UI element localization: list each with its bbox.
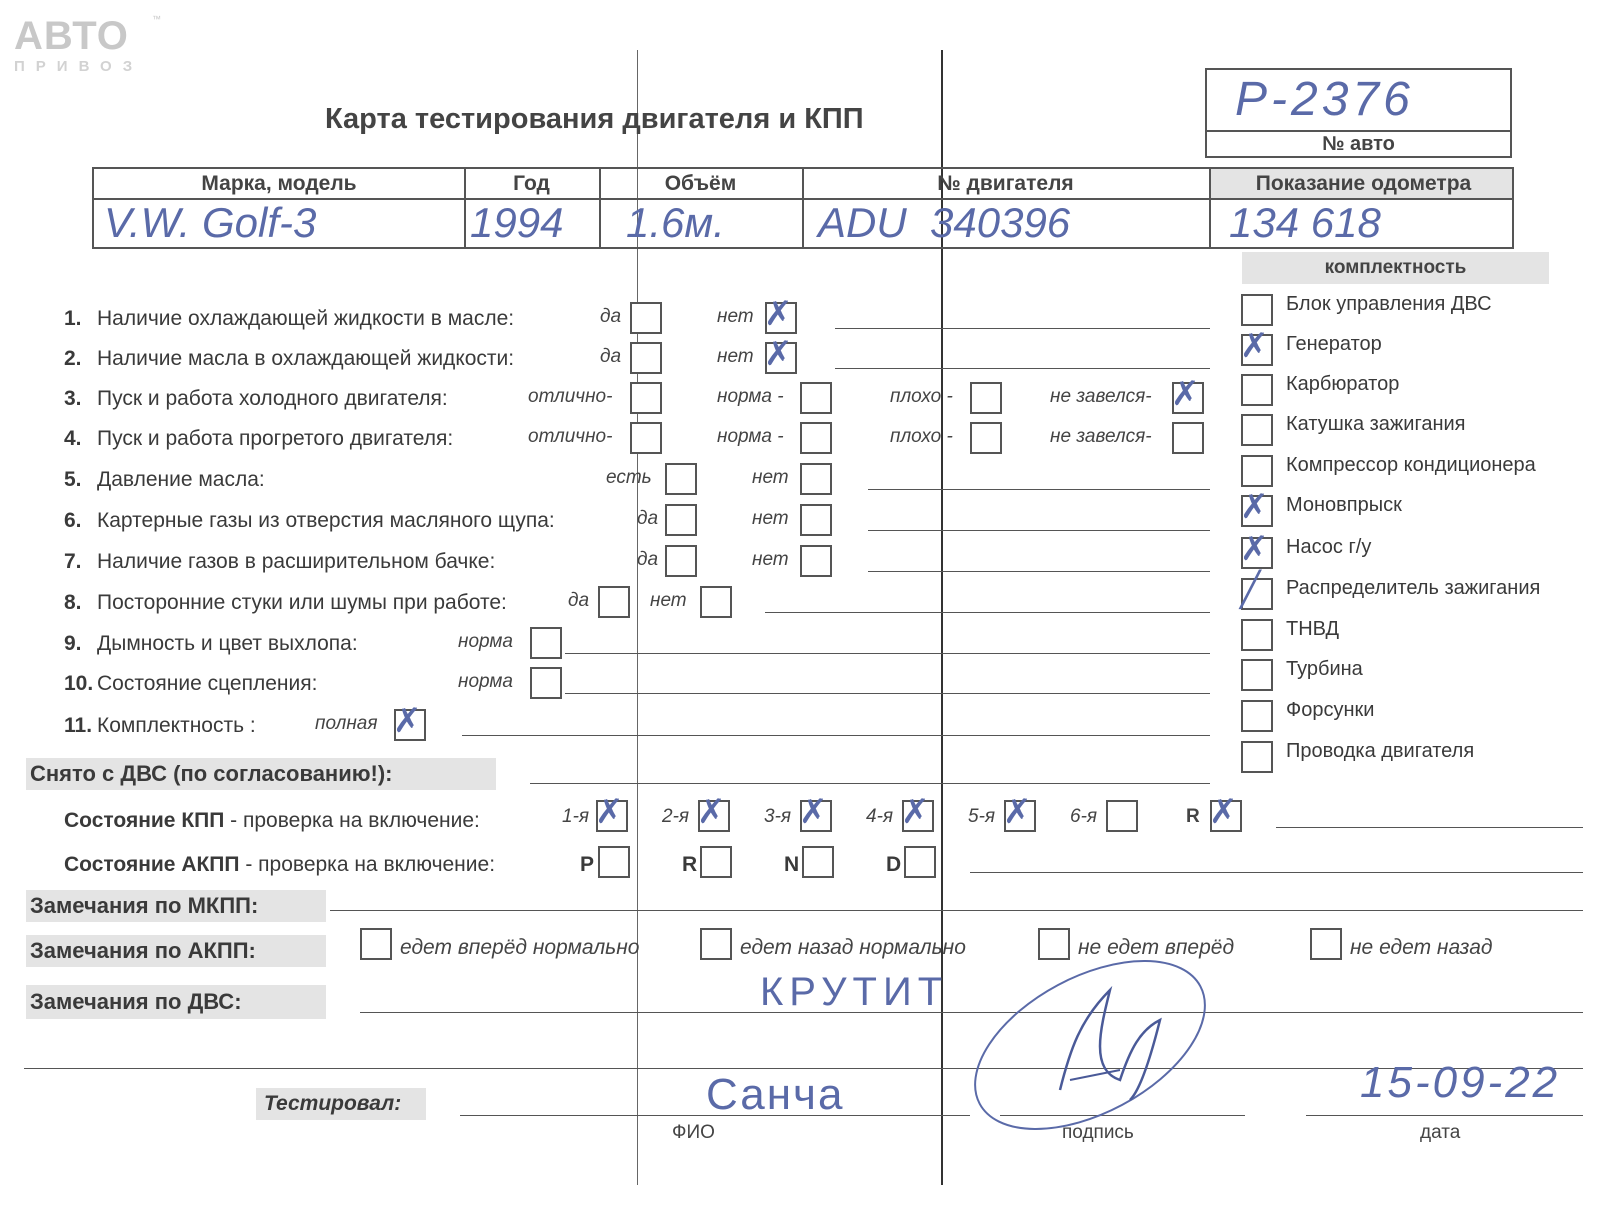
akpp-note-0-checkbox[interactable] <box>360 928 392 960</box>
question-11-number: 11. <box>64 714 93 737</box>
question-10-number: 10. <box>64 672 94 695</box>
date-line <box>1306 1115 1583 1116</box>
question-5-option-1: нет <box>752 467 789 488</box>
question-4-number: 4. <box>64 427 82 450</box>
komplekt-checkbox-0[interactable] <box>1241 294 1273 326</box>
page-title: Карта тестирования двигателя и КПП <box>325 103 864 135</box>
kpp-gear-3-label: 4-я <box>866 806 894 827</box>
tested-name: Санча <box>706 1070 845 1119</box>
value-year: 1994 <box>470 199 564 246</box>
kpp-label-rest: - проверка на включение: <box>224 809 480 832</box>
question-2-text: Наличие масла в охлаждающей жидкости: <box>97 347 515 370</box>
question-10-line <box>565 693 1210 694</box>
value-engine-number: ADU 340396 <box>818 199 1071 246</box>
kpp-gear-5-checkbox[interactable] <box>1106 800 1138 832</box>
question-8-option-1: нет <box>650 590 687 611</box>
question-7-checkbox-1[interactable] <box>800 545 832 577</box>
komplekt-label-9: Турбина <box>1286 658 1363 680</box>
kpp-gear-1-checkbox-mark: ✗ <box>697 792 726 832</box>
kpp-gear-6-label: R <box>1186 806 1200 827</box>
question-9-number: 9. <box>64 632 82 655</box>
komplekt-label-8: ТНВД <box>1286 618 1340 640</box>
question-5-checkbox-1[interactable] <box>800 463 832 495</box>
question-9-checkbox-0[interactable] <box>530 627 562 659</box>
value-odometer: 134 618 <box>1229 199 1381 246</box>
question-3-checkbox-0[interactable] <box>630 382 662 414</box>
question-1-text: Наличие охлаждающей жидкости в масле: <box>97 307 515 330</box>
separator-line <box>24 1068 1583 1069</box>
kpp-gear-4-checkbox-mark: ✗ <box>1003 792 1032 832</box>
kpp-gear-3-checkbox-mark: ✗ <box>901 792 930 832</box>
notes-dvs-value: КРУТИТ <box>760 970 949 1014</box>
kpp-line <box>1276 827 1583 828</box>
question-11-option-0: полная <box>315 713 378 734</box>
akpp-label-rest: - проверка на включение: <box>239 853 496 876</box>
tested-label: Тестировал: <box>264 1092 402 1115</box>
komplekt-label-6: Насос г/у <box>1286 536 1372 558</box>
question-1-number: 1. <box>64 307 82 330</box>
question-2-option-1: нет <box>717 346 754 367</box>
kpp-label-bold: Состояние КПП <box>64 809 225 832</box>
question-1-option-1: нет <box>717 306 754 327</box>
date-caption: дата <box>1420 1122 1461 1143</box>
komplekt-checkbox-1-mark: ✗ <box>1240 326 1269 366</box>
fio-caption: ФИО <box>672 1122 715 1143</box>
question-6-option-0: да <box>637 508 659 529</box>
question-2-option-0: да <box>600 346 622 367</box>
question-1-checkbox-1-mark: ✗ <box>764 294 793 334</box>
question-9-option-0: норма <box>458 631 513 652</box>
kpp-gear-6-checkbox-mark: ✗ <box>1209 792 1238 832</box>
komplekt-checkbox-10[interactable] <box>1241 700 1273 732</box>
value-volume: 1.6м. <box>626 199 725 246</box>
komplekt-checkbox-4[interactable] <box>1241 455 1273 487</box>
akpp-line <box>970 872 1583 873</box>
removed-label: Снято с ДВС (по согласованию!): <box>30 761 393 786</box>
akpp-mode-1-checkbox[interactable] <box>700 846 732 878</box>
question-4-option-0: отлично- <box>528 426 613 447</box>
question-5-option-0: есть <box>606 467 652 488</box>
header-volume: Объём <box>664 172 737 195</box>
akpp-mode-0-checkbox[interactable] <box>598 846 630 878</box>
vehicle-table <box>92 167 1514 249</box>
question-3-checkbox-2[interactable] <box>970 382 1002 414</box>
auto-number-value: P-2376 <box>1235 73 1414 126</box>
question-10-checkbox-0[interactable] <box>530 667 562 699</box>
komplekt-label-10: Форсунки <box>1286 699 1375 721</box>
komplekt-label-0: Блок управления ДВС <box>1286 293 1492 315</box>
akpp-note-1-checkbox[interactable] <box>700 928 732 960</box>
question-3-option-2: плохо - <box>890 386 953 407</box>
akpp-label-bold: Состояние АКПП <box>64 853 240 876</box>
question-8-option-0: да <box>568 590 590 611</box>
question-9-text: Дымность и цвет выхлопа: <box>97 632 358 655</box>
komplekt-title: комплектность <box>1242 252 1549 284</box>
sign-caption: подпись <box>1062 1122 1134 1143</box>
kpp-gear-2-label: 3-я <box>764 806 792 827</box>
komplekt-checkbox-2[interactable] <box>1241 374 1273 406</box>
question-4-checkbox-2[interactable] <box>970 422 1002 454</box>
header-year: Год <box>513 172 550 195</box>
question-9-line <box>565 653 1210 654</box>
question-8-checkbox-0[interactable] <box>598 586 630 618</box>
akpp-mode-2-label: N <box>784 853 800 876</box>
kpp-gear-1-label: 2-я <box>662 806 690 827</box>
question-7-option-0: да <box>637 549 659 570</box>
question-2-line <box>835 368 1210 369</box>
question-6-text: Картерные газы из отверстия масляного щупа: <box>97 509 555 532</box>
question-1-checkbox-0[interactable] <box>630 302 662 334</box>
question-3-text: Пуск и работа холодного двигателя: <box>97 387 448 410</box>
auto-number-label: № авто <box>1322 133 1395 155</box>
komplekt-checkbox-5-mark: ✗ <box>1240 487 1269 527</box>
komplekt-label-7: Распределитель зажигания <box>1286 577 1541 599</box>
question-11-line <box>462 735 1210 736</box>
question-1-line <box>835 328 1210 329</box>
komplekt-checkbox-8[interactable] <box>1241 619 1273 651</box>
question-3-option-3: не завелся- <box>1050 386 1152 407</box>
question-3-checkbox-1[interactable] <box>800 382 832 414</box>
question-5-line <box>868 489 1210 490</box>
akpp-note-1-label: едет назад нормально <box>740 936 966 959</box>
akpp-mode-1-label: R <box>682 853 698 876</box>
tested-date: 15-09-22 <box>1360 1058 1561 1107</box>
akpp-note-2-label: не едет вперёд <box>1078 936 1235 959</box>
question-4-text: Пуск и работа прогретого двигателя: <box>97 427 454 450</box>
akpp-mode-3-label: D <box>886 853 902 876</box>
komplekt-checkbox-6-mark: ✗ <box>1240 529 1269 569</box>
question-3-checkbox-3-mark: ✗ <box>1171 374 1200 414</box>
question-4-checkbox-3[interactable] <box>1172 422 1204 454</box>
akpp-note-3-checkbox[interactable] <box>1310 928 1342 960</box>
komplekt-checkbox-7-mark: ╱ <box>1240 570 1261 610</box>
value-make-model: V.W. Golf-3 <box>104 199 317 246</box>
question-3-number: 3. <box>64 387 82 410</box>
question-4-option-1: норма - <box>717 426 784 447</box>
question-5-number: 5. <box>64 468 82 491</box>
question-7-checkbox-0[interactable] <box>665 545 697 577</box>
logo <box>14 14 161 75</box>
question-8-text: Посторонние стуки или шумы при работе: <box>97 591 507 614</box>
header-make-model: Марка, модель <box>201 172 357 195</box>
kpp-gear-4-label: 5-я <box>968 806 996 827</box>
komplekt-checkbox-3[interactable] <box>1241 414 1273 446</box>
question-6-checkbox-0[interactable] <box>665 504 697 536</box>
question-7-text: Наличие газов в расширительном бачке: <box>97 550 496 573</box>
header-odometer: Показание одометра <box>1255 172 1472 195</box>
question-1-option-0: да <box>600 306 622 327</box>
removed-line <box>530 783 1210 784</box>
question-4-checkbox-1[interactable] <box>800 422 832 454</box>
question-8-checkbox-1[interactable] <box>700 586 732 618</box>
notes-mkpp-label: Замечания по МКПП: <box>30 893 259 918</box>
kpp-gear-0-checkbox-mark: ✗ <box>595 792 624 832</box>
akpp-mode-2-checkbox[interactable] <box>802 846 834 878</box>
question-4-checkbox-0[interactable] <box>630 422 662 454</box>
komplekt-label-11: Проводка двигателя <box>1286 740 1475 762</box>
akpp-label <box>64 853 495 877</box>
akpp-note-0-label: едет вперёд нормально <box>400 936 640 959</box>
question-6-checkbox-1[interactable] <box>800 504 832 536</box>
question-11-checkbox-0-mark: ✗ <box>393 701 422 741</box>
question-10-text: Состояние сцепления: <box>97 672 318 695</box>
kpp-gear-5-label: 6-я <box>1070 806 1098 827</box>
kpp-label <box>64 809 480 833</box>
notes-akpp-label: Замечания по АКПП: <box>30 938 256 963</box>
question-2-checkbox-0[interactable] <box>630 342 662 374</box>
komplekt-label-5: Моновпрыск <box>1286 494 1402 516</box>
auto-number-box <box>1205 68 1512 158</box>
komplekt-label-1: Генератор <box>1286 333 1382 355</box>
notes-mkpp-line <box>330 910 1583 911</box>
question-3-option-0: отлично- <box>528 386 613 407</box>
header-engine-number: № двигателя <box>937 172 1074 195</box>
question-5-text: Давление масла: <box>97 468 265 491</box>
logo-trademark: ™ <box>152 14 161 24</box>
kpp-gear-2-checkbox-mark: ✗ <box>799 792 828 832</box>
question-2-checkbox-1-mark: ✗ <box>764 334 793 374</box>
question-7-line <box>868 571 1210 572</box>
question-3-option-1: норма - <box>717 386 784 407</box>
question-6-line <box>868 530 1210 531</box>
signature-mark <box>960 950 1230 1150</box>
komplekt-label-4: Компрессор кондиционера <box>1286 454 1536 476</box>
question-5-checkbox-0[interactable] <box>665 463 697 495</box>
question-8-line <box>765 612 1210 613</box>
logo-main-text: АВТО <box>14 14 129 58</box>
question-6-option-1: нет <box>752 508 789 529</box>
question-10-option-0: норма <box>458 671 513 692</box>
komplekt-checkbox-11[interactable] <box>1241 741 1273 773</box>
komplekt-checkbox-9[interactable] <box>1241 659 1273 691</box>
question-8-number: 8. <box>64 591 82 614</box>
question-4-option-2: плохо - <box>890 426 953 447</box>
komplekt-label-2: Карбюратор <box>1286 373 1400 395</box>
question-4-option-3: не завелся- <box>1050 426 1152 447</box>
komplekt-label-3: Катушка зажигания <box>1286 413 1466 435</box>
question-6-number: 6. <box>64 509 82 532</box>
question-7-number: 7. <box>64 550 82 573</box>
question-7-option-1: нет <box>752 549 789 570</box>
question-2-number: 2. <box>64 347 82 370</box>
logo-sub-text: ПРИВОЗ <box>14 58 144 75</box>
question-11-text: Комплектность : <box>97 714 256 737</box>
akpp-note-3-label: не едет назад <box>1350 936 1493 959</box>
notes-dvs-label: Замечания по ДВС: <box>30 989 242 1014</box>
akpp-mode-0-label: P <box>580 853 595 876</box>
akpp-mode-3-checkbox[interactable] <box>904 846 936 878</box>
kpp-gear-0-label: 1-я <box>562 806 590 827</box>
